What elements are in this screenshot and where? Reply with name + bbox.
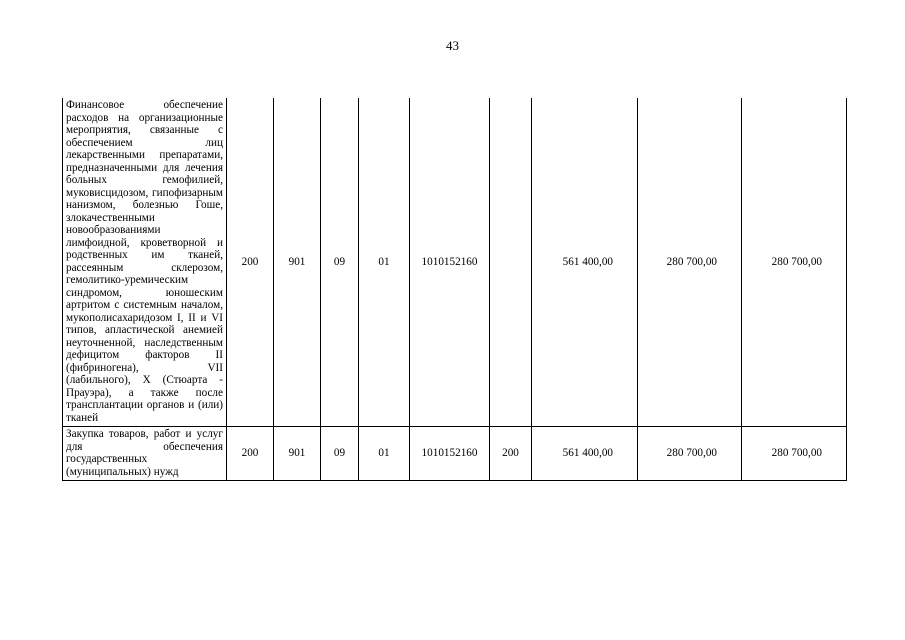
amount-cell: 280 700,00	[742, 427, 847, 481]
code-cell: 1010152160	[410, 98, 490, 427]
code-cell: 01	[359, 98, 410, 427]
code-cell	[490, 98, 532, 427]
amount-cell: 280 700,00	[742, 98, 847, 427]
code-cell: 901	[274, 98, 321, 427]
page-number: 43	[446, 38, 459, 53]
code-cell: 01	[359, 427, 410, 481]
amount-cell: 280 700,00	[638, 98, 742, 427]
code-cell: 200	[490, 427, 532, 481]
code-cell: 200	[227, 98, 274, 427]
row-description: Финансовое обеспечение расходов на организационные мероприятия, связанные с обеспечением лиц лекарственными препаратами, предназначенными для лечения больных гемофилией, муковисцидозом, гипофизарным нанизмом, болезнью Гоше, злокачественными новообразованиями лимфоидной, кроветворной и родственных им тканей, рассеянным склерозом, гемолитико-уремическим синдромом, юношеским артритом с системным началом, мукополисахаридозом I, II и VI типов, апластической анемией неуточненной, наследственным дефицитом факторов II (фибриногена), VII (лабильного), X (Стюарта - Прауэра), а также после трансплантации органов и (или) тканей	[63, 98, 227, 427]
code-cell: 901	[274, 427, 321, 481]
table-row	[63, 98, 847, 427]
table-row	[63, 427, 847, 481]
budget-table	[62, 98, 847, 481]
amount-cell: 561 400,00	[532, 427, 638, 481]
amount-cell: 280 700,00	[638, 427, 742, 481]
amount-cell: 561 400,00	[532, 98, 638, 427]
code-cell: 200	[227, 427, 274, 481]
row-description: Закупка товаров, работ и услуг для обеспечения государственных (муниципальных) нужд	[63, 427, 227, 481]
code-cell: 1010152160	[410, 427, 490, 481]
code-cell: 09	[321, 98, 359, 427]
code-cell: 09	[321, 427, 359, 481]
